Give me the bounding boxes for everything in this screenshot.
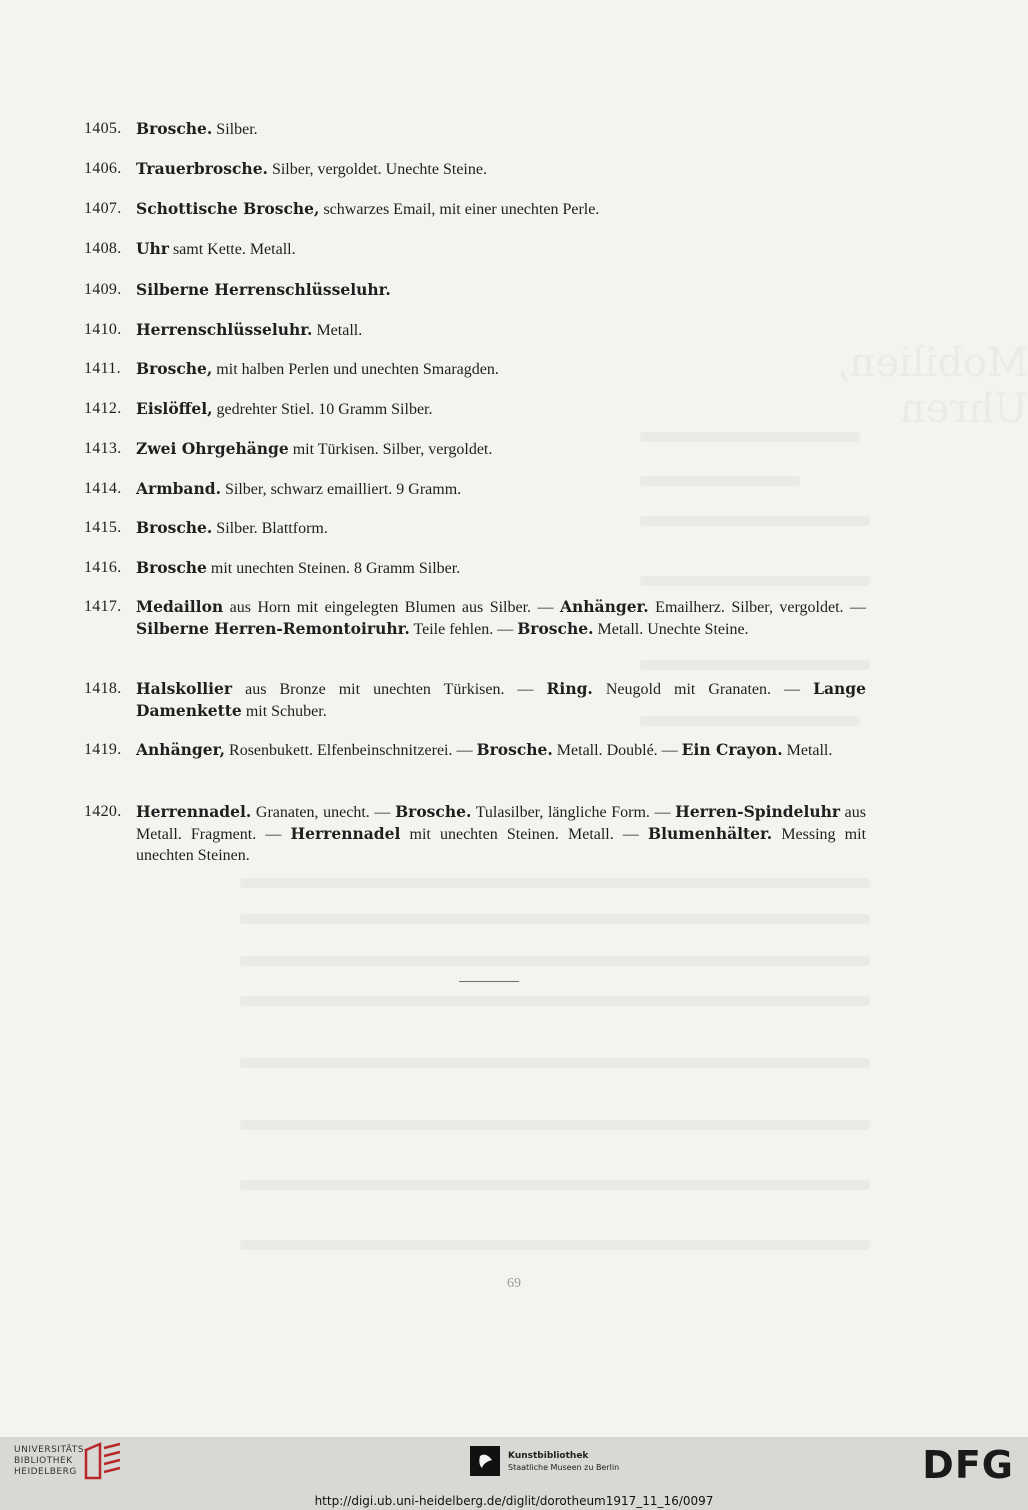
entry-number: 1409. xyxy=(84,281,122,298)
entry-description xyxy=(136,118,866,140)
entry-item-detail: Teile fehlen. — xyxy=(409,621,518,638)
entry-number: 1412. xyxy=(84,400,122,417)
catalog-entry xyxy=(84,678,866,722)
entry-number: 1407. xyxy=(84,200,122,217)
entry-item-name: Brosche, xyxy=(136,359,213,378)
entry-item-name: Brosche. xyxy=(395,802,472,821)
catalog-entry xyxy=(84,801,866,866)
entry-description xyxy=(136,238,866,260)
entry-item-name: Herrenschlüsseluhr. xyxy=(136,320,313,339)
ub-logo-line-1: UNIVERSITÄTS- xyxy=(14,1445,88,1455)
entry-number: 1419. xyxy=(84,741,122,758)
kunstbibliothek-name: Kunstbibliothek xyxy=(508,1450,589,1461)
entry-number: 1406. xyxy=(84,160,122,177)
entry-item-detail: schwarzes Email, mit einer unechten Perle. xyxy=(319,201,600,218)
entry-item-detail: Tulasilber, längliche Form. — xyxy=(471,804,676,821)
entry-description xyxy=(136,557,866,579)
entry-number: 1413. xyxy=(84,440,122,457)
entry-item-detail: mit Türkisen. Silber, vergoldet. xyxy=(288,441,493,458)
entry-number: 1408. xyxy=(84,240,122,257)
entry-item-detail: aus Horn mit eingelegten Blumen aus Silber. — xyxy=(223,599,560,616)
catalog-entry xyxy=(84,158,866,180)
dfg-logo[interactable]: DFG xyxy=(922,1443,1014,1487)
entry-number: 1418. xyxy=(84,680,122,697)
catalog-entry xyxy=(84,739,866,761)
entry-description xyxy=(136,596,866,640)
catalog-entry xyxy=(84,319,866,341)
entry-item-name: Ein Crayon. xyxy=(681,740,783,759)
entry-item-detail: samt Kette. Metall. xyxy=(168,241,296,258)
entry-item-detail: mit unechten Steinen. 8 Gramm Silber. xyxy=(206,560,461,577)
entry-item-name: Herrennadel. xyxy=(136,802,252,821)
catalog-entry xyxy=(84,398,866,420)
entry-item-detail: Rosenbukett. Elfenbeinschnitzerei. — xyxy=(225,742,477,759)
catalog-entry xyxy=(84,517,866,539)
entry-description xyxy=(136,398,866,420)
entry-item-detail: aus Bronze mit unechten Türkisen. — xyxy=(232,681,547,698)
entry-item-name: Armband. xyxy=(136,479,221,498)
entry-item-name: Trauerbrosche. xyxy=(136,159,268,178)
entry-item-detail: Neugold mit Granaten. — xyxy=(592,681,814,698)
entry-number: 1414. xyxy=(84,480,122,497)
entry-item-detail: aus Metall. Fragment. — xyxy=(136,804,867,843)
entry-number: 1410. xyxy=(84,321,122,338)
catalog-entry xyxy=(84,279,866,301)
entry-description xyxy=(136,198,866,220)
entry-number: 1420. xyxy=(84,803,122,820)
entry-number: 1411. xyxy=(84,360,121,377)
catalog-entry xyxy=(84,198,866,220)
entry-item-detail: gedrehter Stiel. 10 Gramm Silber. xyxy=(212,401,433,418)
entry-item-detail: Metall. xyxy=(782,742,833,759)
entry-description xyxy=(136,319,866,341)
kunstbibliothek-subtitle: Staatliche Museen zu Berlin xyxy=(508,1462,620,1472)
kunstbibliothek-logo[interactable] xyxy=(470,1446,619,1476)
entry-description xyxy=(136,358,866,380)
entry-item-name: Medaillon xyxy=(136,597,224,616)
entry-number: 1405. xyxy=(84,120,122,137)
ub-logo-line-3: HEIDELBERG xyxy=(14,1467,77,1477)
entry-item-detail: mit halben Perlen und unechten Smaragden. xyxy=(212,361,499,378)
entry-description xyxy=(136,517,866,539)
entry-item-name: Anhänger. xyxy=(559,597,649,616)
catalog-entry xyxy=(84,557,866,579)
entry-item-name: Brosche. xyxy=(476,740,553,759)
ub-heidelberg-logo[interactable] xyxy=(14,1445,88,1478)
footer-bar xyxy=(0,1437,1028,1492)
entry-item-detail: Emailherz. Silber, vergoldet. — xyxy=(648,599,867,616)
entry-number: 1416. xyxy=(84,559,122,576)
entry-description xyxy=(136,739,866,761)
entry-item-name: Lange Damenkette xyxy=(136,679,867,720)
entry-item-detail: Silber, vergoldet. Unechte Steine. xyxy=(267,161,487,178)
section-divider xyxy=(459,981,519,982)
entry-description xyxy=(136,801,866,866)
catalog-entry xyxy=(84,478,866,500)
entry-item-detail: Metall. xyxy=(312,322,363,339)
entry-item-name: Brosche. xyxy=(136,518,213,537)
entry-item-detail: mit unechten Steinen. Metall. — xyxy=(400,826,649,843)
entry-item-name: Blumenhälter. xyxy=(648,824,773,843)
catalog-entry xyxy=(84,438,866,460)
entry-description xyxy=(136,478,866,500)
page-number: 69 xyxy=(507,1276,521,1291)
entry-number: 1417. xyxy=(84,598,122,615)
entry-item-detail: Messing mit unechten Steinen. xyxy=(136,826,867,864)
entry-item-name: Halskollier xyxy=(136,679,233,698)
entry-item-name: Brosche. xyxy=(136,119,213,138)
catalog-entry xyxy=(84,596,866,640)
entry-description xyxy=(136,438,866,460)
entry-item-detail: Silber. Blattform. xyxy=(212,520,328,537)
entry-item-detail: Metall. Doublé. — xyxy=(552,742,682,759)
entry-item-name: Zwei Ohrgehänge xyxy=(136,439,289,458)
kunstbibliothek-icon xyxy=(470,1446,500,1476)
ub-logo-line-2: BIBLIOTHEK xyxy=(14,1456,73,1466)
entry-description xyxy=(136,678,866,722)
entry-number: 1415. xyxy=(84,519,122,536)
entry-item-name: Uhr xyxy=(136,239,169,258)
catalog-entry xyxy=(84,238,866,260)
entry-item-detail: Silber, schwarz emailliert. 9 Gramm. xyxy=(220,481,462,498)
ub-mark-icon xyxy=(80,1442,126,1482)
entry-item-name: Brosche. xyxy=(517,619,594,638)
entry-item-name: Herrennadel xyxy=(290,824,401,843)
entry-item-detail: Metall. Unechte Steine. xyxy=(593,621,749,638)
entry-item-detail: Silber. xyxy=(212,121,258,138)
entry-item-detail: mit Schuber. xyxy=(241,703,327,720)
entry-item-name: Schottische Brosche, xyxy=(136,199,320,218)
entry-item-name: Anhänger, xyxy=(136,740,226,759)
entry-description xyxy=(136,158,866,180)
entry-item-detail: Granaten, unecht. — xyxy=(251,804,396,821)
permalink-url[interactable]: http://digi.ub.uni-heidelberg.de/diglit/dorotheum1917_11_16/0097 xyxy=(0,1492,1028,1510)
catalog-entry xyxy=(84,358,866,380)
entry-description xyxy=(136,279,866,301)
entry-item-name: Eislöffel, xyxy=(136,399,213,418)
entry-item-name: Brosche xyxy=(136,558,207,577)
entry-item-name: Silberne Herrenschlüsseluhr. xyxy=(136,280,391,299)
entry-item-name: Herren-Spindeluhr xyxy=(675,802,841,821)
catalog-entry xyxy=(84,118,866,140)
entry-item-name: Ring. xyxy=(546,679,593,698)
entry-item-name: Silberne Herren-Remontoiruhr. xyxy=(136,619,410,638)
